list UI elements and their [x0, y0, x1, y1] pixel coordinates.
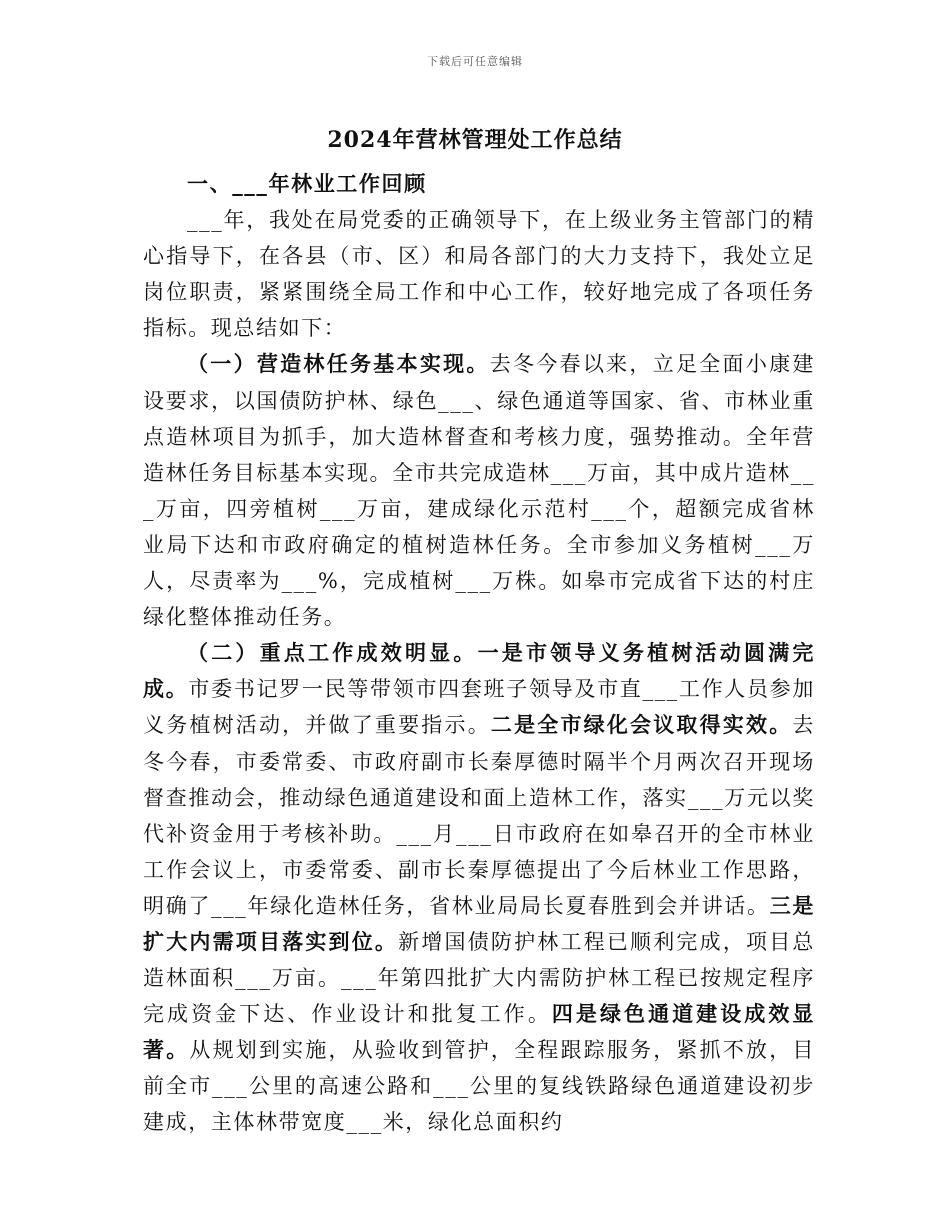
- section-heading: 一、___年林业工作回顾: [187, 171, 427, 196]
- intro-paragraph: ___年，我处在局党委的正确领导下，在上级业务主管部门的精心指导下，在各县（市、区）和局各部门的大力支持下，我处立足岗位职责，紧紧围绕全局工作和中心工作，较好地完成了各项任务指标。现总结如下：: [143, 208, 815, 341]
- point-text: 新增国债防护林工程已顺利完成，项目总造林面积___万亩。___年第四批扩大内需防护林工程已按规定程序完成资金下达、作业设计和批复工作。: [143, 929, 815, 1027]
- paragraph-lead: （一）营造林任务基本实现。: [187, 351, 490, 377]
- point-text: 市委书记罗一民等带领市四套班子领导及市直___工作人员参加义务植树活动，并做了重要指示。: [143, 677, 815, 738]
- paragraph-key-work: [143, 635, 815, 1140]
- header-note: 下载后可任意编辑: [427, 55, 523, 68]
- document-body: [143, 166, 815, 1141]
- paragraph-text: 去冬今春以来，立足全面小康建设要求，以国债防护林、绿色___、绿色通道等国家、省、市林业重点造林项目为抓手，加大造林督查和考核力度，强势推动。全年营造林任务目标基本实现。全市共完成造林___万亩，其中成片造林___万亩，四旁植树___万亩，建成绿化示范村___个，超额完成省林业局下达和市政府确定的植树造林任务。全市参加义务植树___万人，尽责率为___%，完成植树___万株。如皋市完成省下达的村庄绿化整体推动任务。: [143, 352, 815, 630]
- point-text: 去冬今春，市委常委、市政府副市长秦厚德时隔半个月两次召开现场督查推动会，推动绿色通道建设和面上造林工作，落实___万元以奖代补资金用于考核补助。___月___日市政府在如皋召开的全市林业工作会议上，市委常委、副市长秦厚德提出了今后林业工作思路，明确了___年绿化造林任务，省林业局局长夏春胜到会并讲话。: [143, 713, 815, 918]
- point-heading: 一是市领导义务植树活动圆满完成。: [143, 640, 815, 702]
- paragraph-afforestation: [143, 346, 815, 635]
- point-heading: 二是全市绿化会议取得实效。: [490, 712, 793, 738]
- paragraph-lead: （二）重点工作成效明显。: [187, 640, 478, 666]
- point-heading: 四是绿色通道建设成效显著。: [143, 1001, 815, 1063]
- point-heading: 三是扩大内需项目落实到位。: [143, 892, 815, 954]
- document-title: 2024年营林管理处工作总结: [327, 127, 623, 153]
- point-text: 从规划到实施，从验收到管护，全程跟踪服务，紧抓不放，目前全市___公里的高速公路和___公里的复线铁路绿色通道建设初步建成，主体林带宽度___米，绿化总面积约: [143, 1038, 815, 1135]
